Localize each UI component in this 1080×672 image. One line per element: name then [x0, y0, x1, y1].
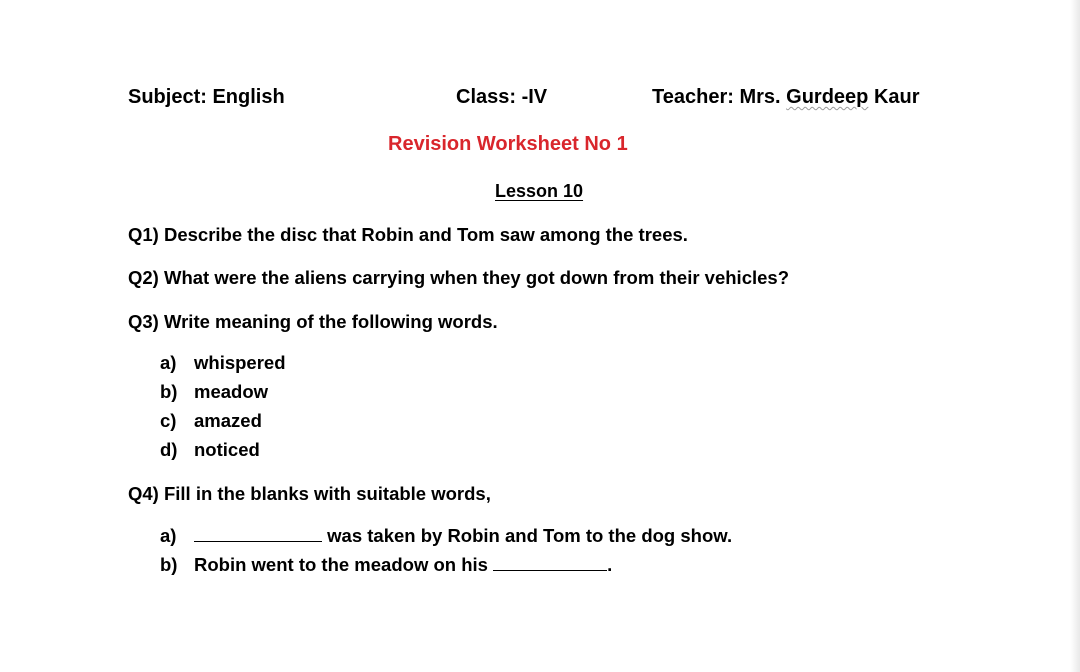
list-item [160, 410, 262, 432]
fill-blank-item [160, 525, 732, 547]
option-text: whispered [194, 352, 286, 373]
option-label: c) [160, 410, 177, 431]
item-text-after: was taken by Robin and Tom to the dog show. [327, 525, 733, 546]
question-3: Q3) Write meaning of the following words. [128, 311, 498, 332]
option-text: meadow [194, 381, 269, 402]
option-label: b) [160, 381, 178, 402]
question-1: Q1) Describe the disc that Robin and Tom saw among the trees. [128, 224, 688, 245]
worksheet-title: Revision Worksheet No 1 [388, 133, 628, 155]
list-item [160, 439, 260, 461]
question-4: Q4) Fill in the blanks with suitable words, [128, 483, 491, 504]
option-label: a) [160, 352, 177, 373]
item-text-after: . [607, 554, 613, 575]
class-label: Class: -IV [456, 86, 548, 108]
teacher-prefix: Teacher: Mrs. [652, 86, 781, 108]
option-label: a) [160, 525, 177, 546]
fill-blank-item [160, 554, 612, 576]
lesson-heading: Lesson 10 [495, 181, 584, 201]
subject-label: Subject: English [128, 86, 285, 108]
list-item [160, 352, 286, 374]
page-edge-shadow [1070, 0, 1080, 672]
option-label: d) [160, 439, 178, 460]
teacher-name: Gurdeep [786, 86, 869, 108]
teacher-label [652, 86, 920, 108]
question-2: Q2) What were the aliens carrying when they got down from their vehicles? [128, 267, 789, 288]
item-text-before: Robin went to the meadow on his [194, 554, 488, 575]
answer-blank [194, 527, 322, 542]
teacher-surname: Kaur [873, 86, 920, 108]
list-item [160, 381, 268, 403]
answer-blank [493, 556, 607, 571]
option-text: amazed [194, 410, 262, 431]
option-label: b) [160, 554, 178, 575]
option-text: noticed [194, 439, 260, 460]
